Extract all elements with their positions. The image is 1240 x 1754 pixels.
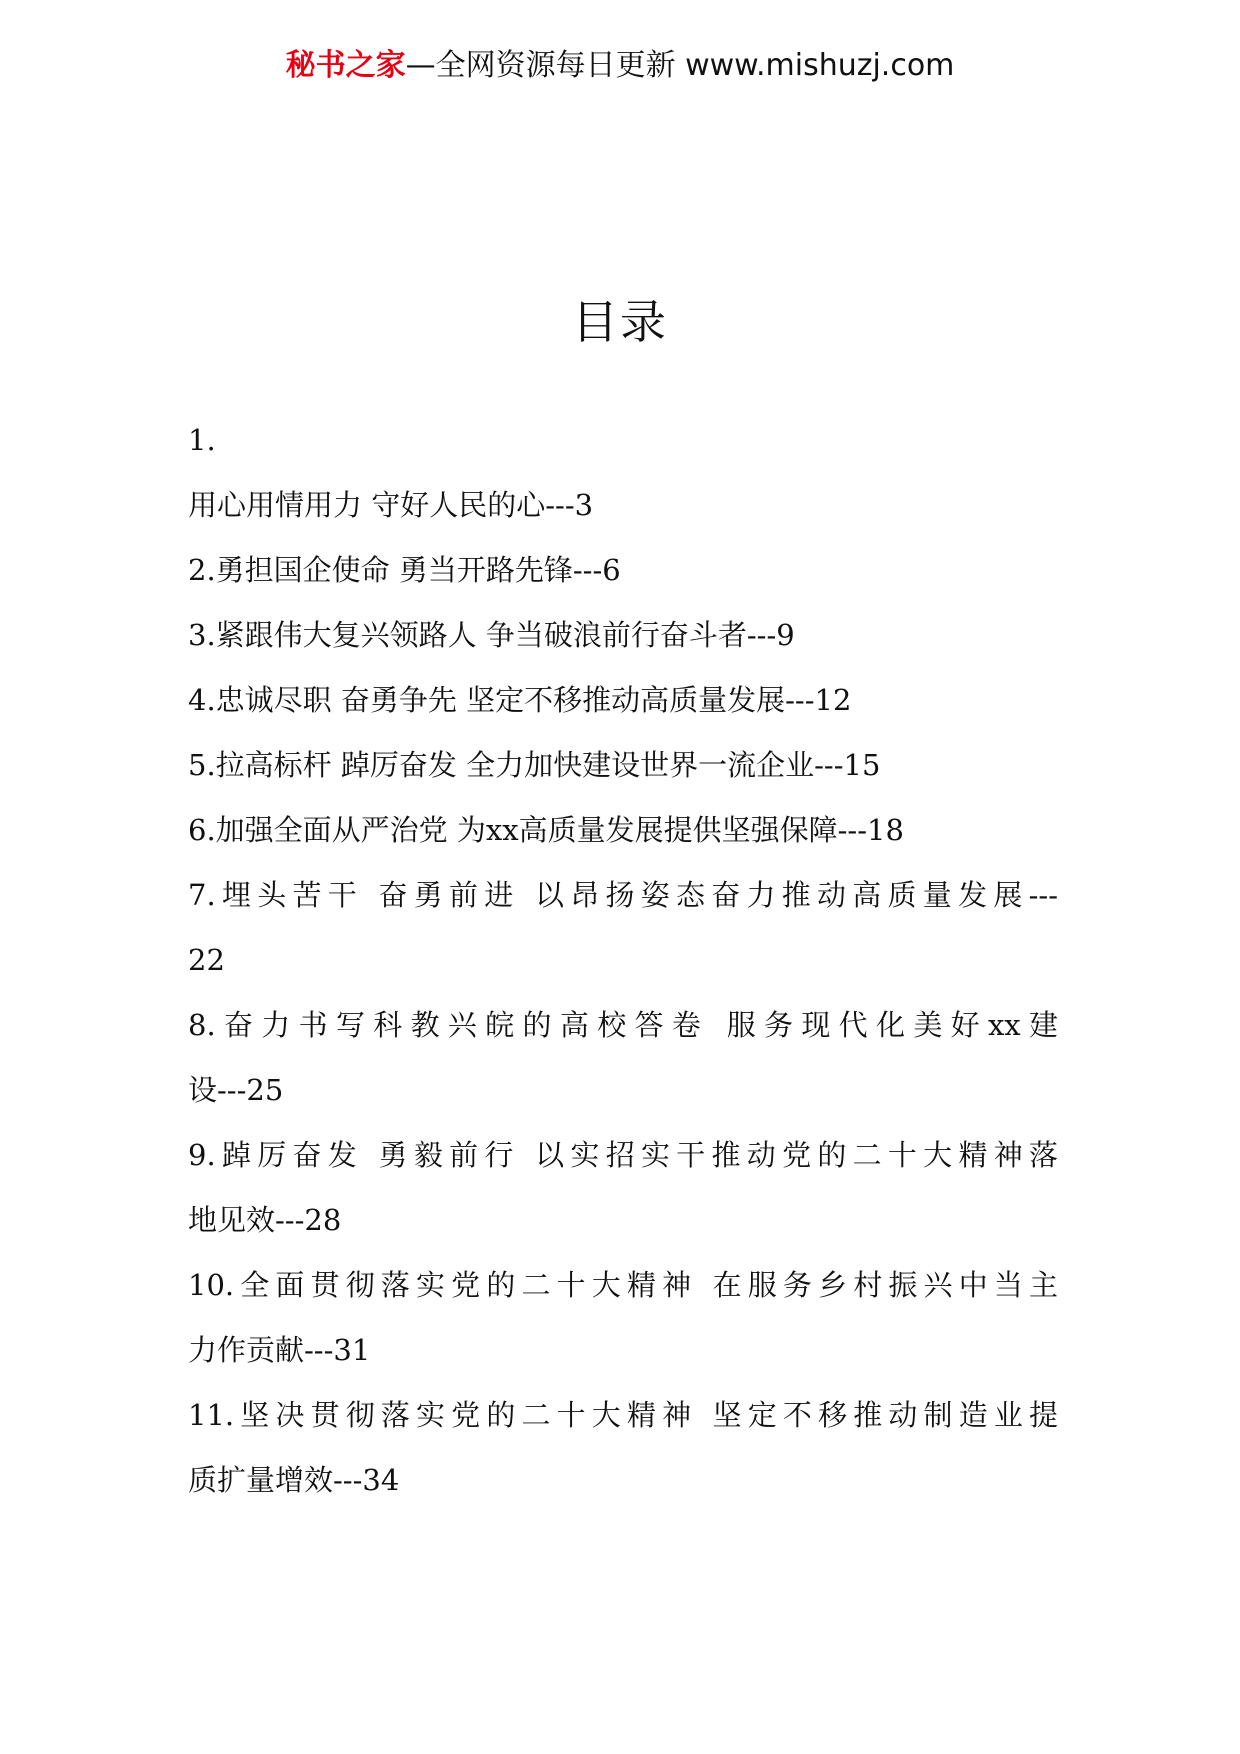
page-header [0, 44, 1240, 88]
toc-line: 5.拉高标杆 踔厉奋发 全力加快建设世界一流企业---15 [188, 748, 881, 782]
toc-line: 3.紧跟伟大复兴领路人 争当破浪前行奋斗者---9 [188, 618, 795, 652]
toc-line: 9.踔厉奋发 勇毅前行 以实招实干推动党的二十大精神落 [188, 1138, 1058, 1172]
toc-line: 4.忠诚尽职 奋勇争先 坚定不移推动高质量发展---12 [188, 683, 852, 717]
toc-line: 质扩量增效---34 [188, 1463, 400, 1497]
toc-line: 10.全面贯彻落实党的二十大精神 在服务乡村振兴中当主 [188, 1268, 1058, 1302]
toc-line: 地见效---28 [188, 1203, 342, 1237]
toc-line: 2.勇担国企使命 勇当开路先锋---6 [188, 553, 621, 587]
toc-line: 1. [188, 423, 216, 457]
toc-line: 用心用情用力 守好人民的心---3 [188, 488, 594, 522]
toc-line: 设---25 [188, 1073, 284, 1107]
toc-line: 6.加强全面从严治党 为xx高质量发展提供坚强保障---18 [188, 813, 904, 847]
toc-line: 7.埋头苦干 奋勇前进 以昂扬姿态奋力推动高质量发展--- [188, 878, 1058, 912]
table-of-contents [188, 408, 1058, 1513]
toc-line: 22 [188, 943, 225, 977]
toc-line: 8.奋力书写科教兴皖的高校答卷 服务现代化美好xx建 [188, 1008, 1058, 1042]
toc-line: 11.坚决贯彻落实党的二十大精神 坚定不移推动制造业提 [188, 1398, 1058, 1432]
page-title: 目录 [572, 295, 668, 349]
header-brand: 秘书之家 [285, 48, 406, 83]
toc-line: 力作贡献---31 [188, 1333, 371, 1367]
header-slogan: —全网资源每日更新 www.mishuzj.com [405, 48, 955, 83]
